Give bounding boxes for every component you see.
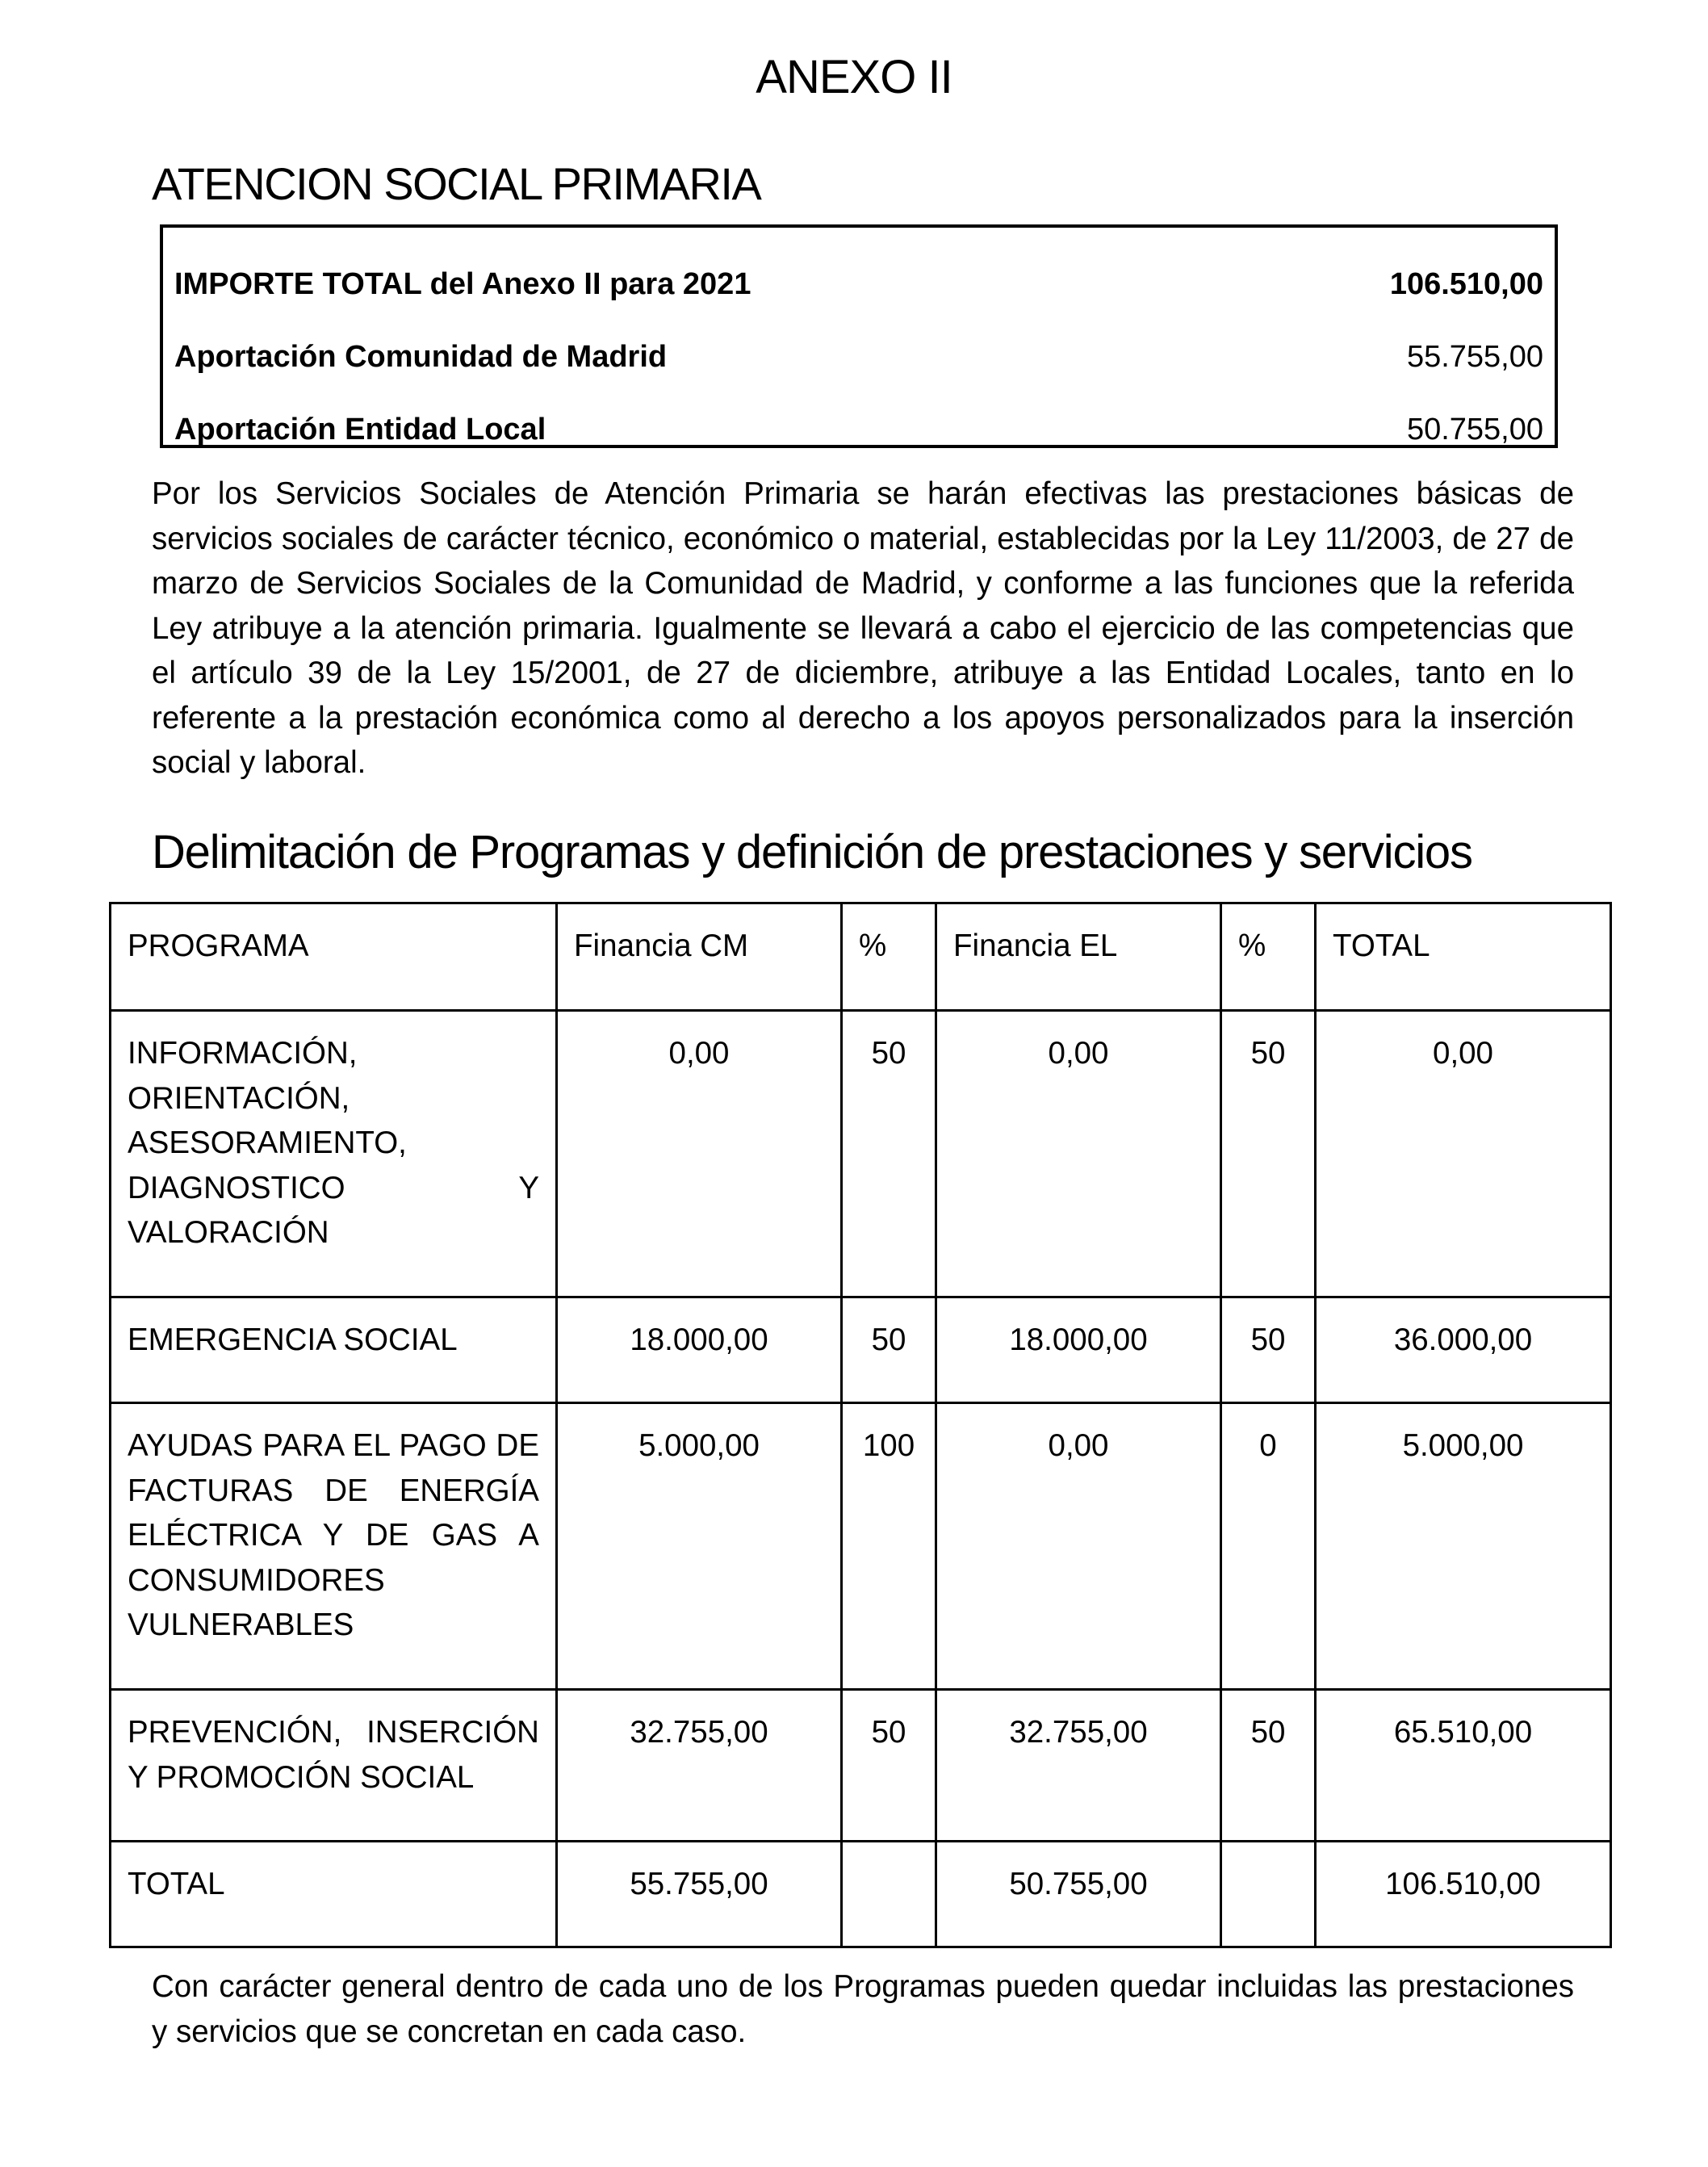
financia-cm-cell: 5.000,00: [557, 1403, 842, 1690]
financia-cm-cell: 18.000,00: [557, 1297, 842, 1403]
pct-cm-cell: 50: [842, 1011, 936, 1297]
summary-label: Aportación Comunidad de Madrid: [174, 339, 668, 374]
table-header-row: [111, 903, 1611, 1011]
summary-row-el: [174, 405, 1543, 454]
programa-cell: PREVENCIÓN, INSERCIÓN Y PROMOCIÓN SOCIAL: [111, 1690, 557, 1842]
programa-cell: INFORMACIÓN, ORIENTACIÓN, ASESORAMIENTO, DIAGNOSTICO Y VALORACIÓN: [111, 1011, 557, 1297]
pct-el-cell: [1221, 1842, 1316, 1947]
financia-cm-cell: 0,00: [557, 1011, 842, 1297]
annex-title: ANEXO II: [756, 51, 952, 103]
pct-el-cell: 50: [1221, 1690, 1316, 1842]
total-cell: 0,00: [1316, 1011, 1611, 1297]
summary-box: [160, 224, 1558, 448]
table-row: [111, 1011, 1611, 1297]
pct-el-cell: 0: [1221, 1403, 1316, 1690]
table-row: [111, 1690, 1611, 1842]
financia-cm-cell: 55.755,00: [557, 1842, 842, 1947]
summary-value: 50.755,00: [1406, 412, 1543, 446]
table-total-row: [111, 1842, 1611, 1947]
programa-cell: TOTAL: [111, 1842, 557, 1947]
pct-cm-cell: 50: [842, 1690, 936, 1842]
programs-table: [109, 902, 1612, 1948]
summary-label: IMPORTE TOTAL del Anexo II para 2021: [174, 266, 751, 301]
financia-el-cell: 0,00: [936, 1011, 1221, 1297]
section-title: ATENCION SOCIAL PRIMARIA: [152, 158, 761, 209]
table-row: [111, 1403, 1611, 1690]
total-cell: 65.510,00: [1316, 1690, 1611, 1842]
header-cell: Financia EL: [936, 903, 1221, 1011]
pct-cm-cell: [842, 1842, 936, 1947]
pct-cm-cell: 50: [842, 1297, 936, 1403]
financia-el-cell: 0,00: [936, 1403, 1221, 1690]
intro-paragraph: Por los Servicios Sociales de Atención Primaria se harán efectivas las prestaciones básicas de servicios sociales de carácter técnico, económico o material, establecidas por la Ley 11/2003, de 27 de marzo de Servicios Sociales de la Comunidad de Madrid, y conforme a las funciones que la referida Ley atribuye a la atención primaria. Igualmente se llevará a cabo el ejercicio de las competencias que el artículo 39 de la Ley 15/2001, de 27 de diciembre, atribuye a las Entidad Locales, tanto en lo referente a la prestación económica como al derecho a los apoyos personalizados para la inserción social y laboral.: [152, 476, 1574, 780]
programa-cell: AYUDAS PARA EL PAGO DE FACTURAS DE ENERGÍA ELÉCTRICA Y DE GAS A CONSUMIDORES VULNERABLES: [111, 1403, 557, 1690]
summary-value: 106.510,00: [1389, 266, 1543, 301]
programs-title: Delimitación de Programas y definición de prestaciones y servicios: [152, 826, 1472, 878]
financia-el-cell: 50.755,00: [936, 1842, 1221, 1947]
summary-value: 55.755,00: [1406, 339, 1543, 374]
total-cell: 5.000,00: [1316, 1403, 1611, 1690]
financia-el-cell: 32.755,00: [936, 1690, 1221, 1842]
financia-el-cell: 18.000,00: [936, 1297, 1221, 1403]
pct-el-cell: 50: [1221, 1011, 1316, 1297]
summary-label: Aportación Entidad Local: [174, 412, 546, 446]
summary-row-total: [174, 260, 1543, 308]
total-cell: 36.000,00: [1316, 1297, 1611, 1403]
summary-row-cm: [174, 333, 1543, 381]
pct-cm-cell: 100: [842, 1403, 936, 1690]
programa-cell: EMERGENCIA SOCIAL: [111, 1297, 557, 1403]
header-cell: Financia CM: [557, 903, 842, 1011]
pct-el-cell: 50: [1221, 1297, 1316, 1403]
closing-paragraph: Con carácter general dentro de cada uno de los Programas pueden quedar incluidas las prestaciones y servicios que se concretan en cada caso.: [152, 1969, 1574, 2049]
header-cell: PROGRAMA: [111, 903, 557, 1011]
header-cell: TOTAL: [1316, 903, 1611, 1011]
table-row: [111, 1297, 1611, 1403]
total-cell: 106.510,00: [1316, 1842, 1611, 1947]
header-cell: %: [1221, 903, 1316, 1011]
financia-cm-cell: 32.755,00: [557, 1690, 842, 1842]
header-cell: %: [842, 903, 936, 1011]
